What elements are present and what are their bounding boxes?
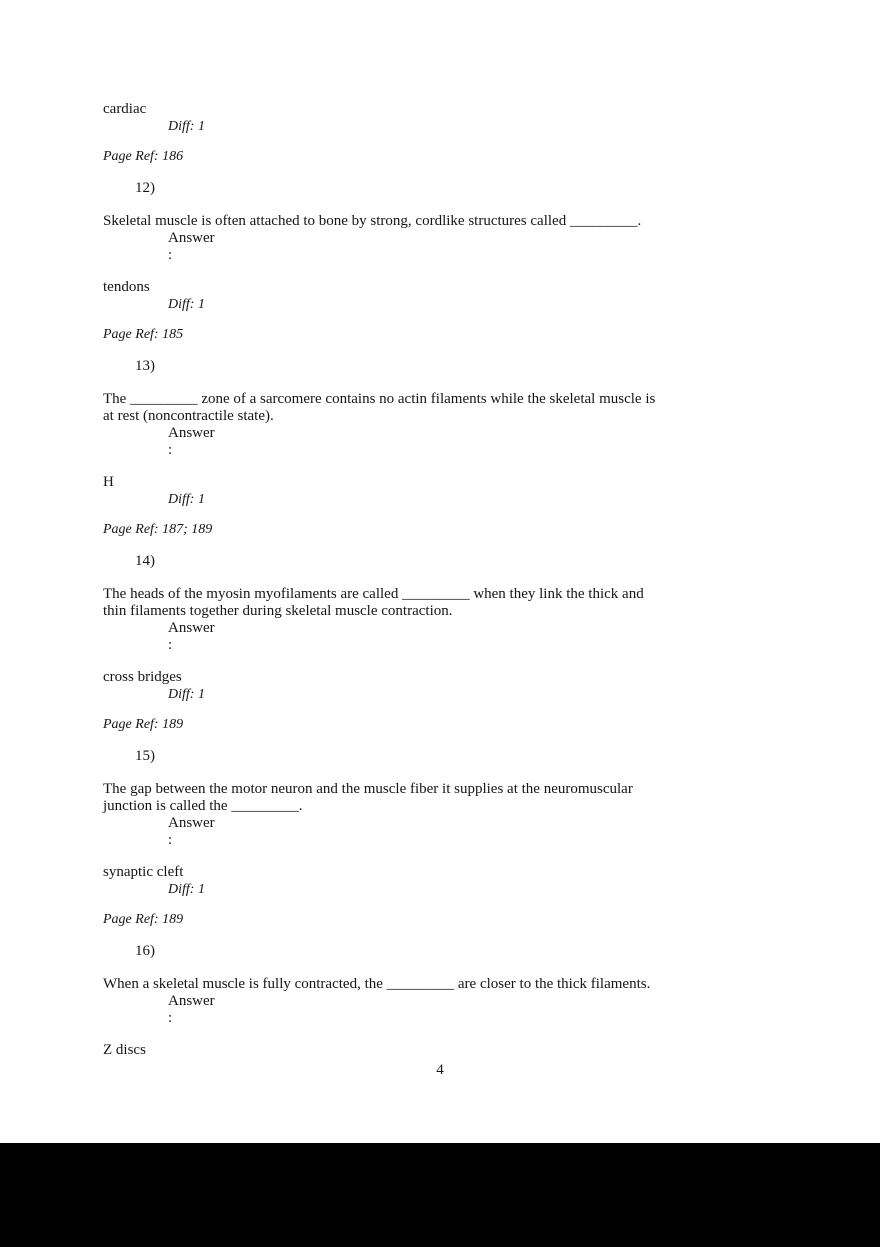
answer-label: Answer <box>168 425 215 441</box>
question-text-line: When a skeletal muscle is fully contracted, the _________ are closer to the thick filaments. <box>103 976 651 992</box>
page-ref: Page Ref: 189 <box>103 717 184 732</box>
question-text-line: thin filaments together during skeletal muscle contraction. <box>103 603 453 619</box>
question-text-line: The heads of the myosin myofilaments are called _________ when they link the thick and <box>103 586 644 602</box>
page-footer-number: 4 <box>436 1062 444 1078</box>
answer-colon: : <box>168 832 173 848</box>
question-number: 14) <box>135 553 155 569</box>
question-number: 15) <box>135 748 155 764</box>
diff-label: Diff: 1 <box>168 687 205 702</box>
page-ref: Page Ref: 186 <box>103 149 184 164</box>
answer-text: tendons <box>103 279 150 295</box>
answer-colon: : <box>168 442 173 458</box>
answer-colon: : <box>168 1010 173 1026</box>
answer-colon: : <box>168 247 173 263</box>
answer-text: Z discs <box>103 1042 146 1058</box>
question-number: 13) <box>135 358 155 374</box>
question-number: 12) <box>135 180 155 196</box>
answer-text: cross bridges <box>103 669 182 685</box>
question-text-line: The _________ zone of a sarcomere contains no actin filaments while the skeletal muscle is <box>103 391 656 407</box>
answer-label: Answer <box>168 620 215 636</box>
diff-label: Diff: 1 <box>168 119 205 134</box>
question-text-line: Skeletal muscle is often attached to bone by strong, cordlike structures called _________. <box>103 213 642 229</box>
answer-label: Answer <box>168 815 215 831</box>
diff-label: Diff: 1 <box>168 297 205 312</box>
answer-colon: : <box>168 637 173 653</box>
diff-label: Diff: 1 <box>168 492 205 507</box>
page-ref: Page Ref: 187; 189 <box>103 522 213 537</box>
answer-label: Answer <box>168 993 215 1009</box>
question-text-line: junction is called the _________. <box>103 798 303 814</box>
question-text-line: at rest (noncontractile state). <box>103 408 274 424</box>
page-ref: Page Ref: 185 <box>103 327 184 342</box>
question-number: 16) <box>135 943 155 959</box>
answer-text: synaptic cleft <box>103 864 184 880</box>
answer-text: cardiac <box>103 101 147 117</box>
answer-label: Answer <box>168 230 215 246</box>
answer-text: H <box>103 474 114 490</box>
page-ref: Page Ref: 189 <box>103 912 184 927</box>
diff-label: Diff: 1 <box>168 882 205 897</box>
viewer-background-bar <box>0 1143 880 1247</box>
question-text-line: The gap between the motor neuron and the muscle fiber it supplies at the neuromuscular <box>103 781 633 797</box>
